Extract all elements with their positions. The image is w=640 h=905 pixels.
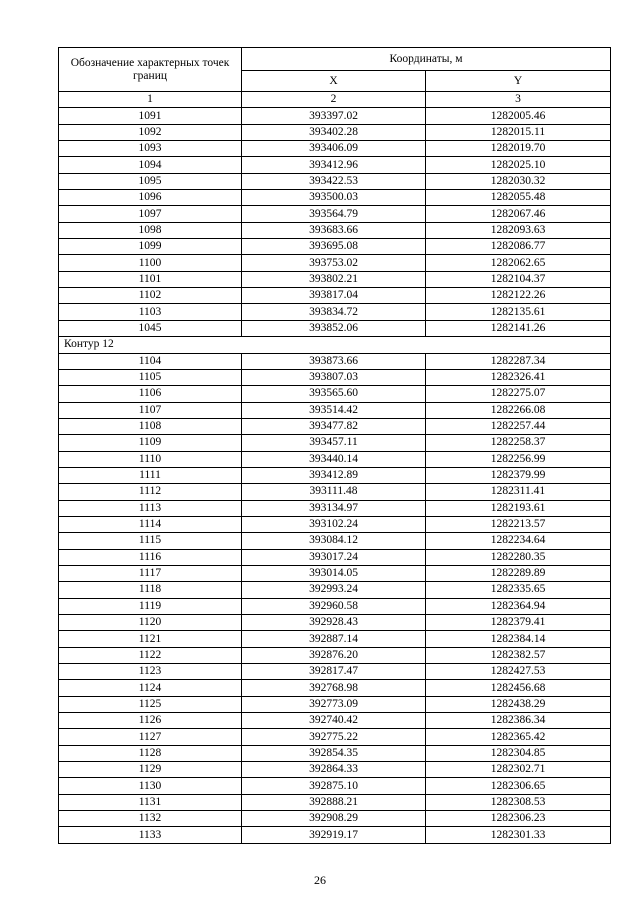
- y-cell: 1282025.10: [426, 157, 611, 173]
- point-cell: 1120: [59, 615, 242, 631]
- x-cell: 393017.24: [242, 549, 426, 565]
- x-cell: 393111.48: [242, 484, 426, 500]
- point-cell: 1094: [59, 157, 242, 173]
- x-cell: 392775.22: [242, 729, 426, 745]
- x-cell: 392854.35: [242, 745, 426, 761]
- table-row: [59, 304, 611, 320]
- table-row: [59, 500, 611, 516]
- table-header: [59, 48, 611, 108]
- point-cell: 1093: [59, 141, 242, 157]
- y-cell: 1282141.26: [426, 320, 611, 336]
- table-row: [59, 664, 611, 680]
- table-row: [59, 778, 611, 794]
- table-row: [59, 288, 611, 304]
- x-cell: 393412.96: [242, 157, 426, 173]
- x-cell: 393014.05: [242, 565, 426, 581]
- y-cell: 1282326.41: [426, 369, 611, 385]
- y-cell: 1282379.41: [426, 615, 611, 631]
- x-cell: 393817.04: [242, 288, 426, 304]
- point-cell: 1091: [59, 108, 242, 124]
- y-cell: 1282067.46: [426, 206, 611, 222]
- y-cell: 1282256.99: [426, 451, 611, 467]
- x-cell: 393852.06: [242, 320, 426, 336]
- x-cell: 393412.89: [242, 467, 426, 483]
- table-row: [59, 255, 611, 271]
- table-row: [59, 369, 611, 385]
- table-row: [59, 402, 611, 418]
- table-row: [59, 680, 611, 696]
- y-cell: 1282384.14: [426, 631, 611, 647]
- column-number-1: 1: [59, 92, 242, 108]
- y-cell: 1282019.70: [426, 141, 611, 157]
- x-cell: 392960.58: [242, 598, 426, 614]
- point-cell: 1114: [59, 516, 242, 532]
- x-cell: 393500.03: [242, 190, 426, 206]
- x-cell: 393683.66: [242, 222, 426, 238]
- table-row: [59, 157, 611, 173]
- table-row: [59, 631, 611, 647]
- x-cell: 393402.28: [242, 124, 426, 140]
- table-row: [59, 190, 611, 206]
- x-cell: 393753.02: [242, 255, 426, 271]
- table-row: [59, 729, 611, 745]
- contour-row: [59, 337, 611, 353]
- column-number-2: 2: [242, 92, 426, 108]
- x-cell: 392773.09: [242, 696, 426, 712]
- y-cell: 1282364.94: [426, 598, 611, 614]
- point-cell: 1104: [59, 353, 242, 369]
- x-cell: 393695.08: [242, 239, 426, 255]
- x-cell: 392876.20: [242, 647, 426, 663]
- point-cell: 1108: [59, 418, 242, 434]
- header-points: Обозначение характерных точек границ: [59, 48, 242, 92]
- header-x: X: [242, 71, 426, 92]
- point-cell: 1111: [59, 467, 242, 483]
- table-row: [59, 435, 611, 451]
- y-cell: 1282335.65: [426, 582, 611, 598]
- point-cell: 1130: [59, 778, 242, 794]
- column-number-3: 3: [426, 92, 611, 108]
- point-cell: 1101: [59, 271, 242, 287]
- y-cell: 1282306.23: [426, 811, 611, 827]
- x-cell: 393807.03: [242, 369, 426, 385]
- table-row: [59, 565, 611, 581]
- table-row: [59, 549, 611, 565]
- point-cell: 1110: [59, 451, 242, 467]
- y-cell: 1282030.32: [426, 173, 611, 189]
- x-cell: 392888.21: [242, 794, 426, 810]
- x-cell: 392768.98: [242, 680, 426, 696]
- point-cell: 1115: [59, 533, 242, 549]
- point-cell: 1129: [59, 762, 242, 778]
- y-cell: 1282311.41: [426, 484, 611, 500]
- x-cell: 392817.47: [242, 664, 426, 680]
- table-row: [59, 484, 611, 500]
- y-cell: 1282258.37: [426, 435, 611, 451]
- point-cell: 1102: [59, 288, 242, 304]
- point-cell: 1126: [59, 713, 242, 729]
- y-cell: 1282365.42: [426, 729, 611, 745]
- table-row: [59, 615, 611, 631]
- y-cell: 1282086.77: [426, 239, 611, 255]
- x-cell: 393873.66: [242, 353, 426, 369]
- table-row: [59, 533, 611, 549]
- x-cell: 393565.60: [242, 386, 426, 402]
- table-row: [59, 467, 611, 483]
- y-cell: 1282135.61: [426, 304, 611, 320]
- y-cell: 1282093.63: [426, 222, 611, 238]
- point-cell: 1107: [59, 402, 242, 418]
- table-row: [59, 141, 611, 157]
- table-row: [59, 386, 611, 402]
- x-cell: 392919.17: [242, 827, 426, 843]
- x-cell: 392864.33: [242, 762, 426, 778]
- y-cell: 1282382.57: [426, 647, 611, 663]
- table-row: [59, 745, 611, 761]
- y-cell: 1282275.07: [426, 386, 611, 402]
- y-cell: 1282456.68: [426, 680, 611, 696]
- x-cell: 392993.24: [242, 582, 426, 598]
- y-cell: 1282379.99: [426, 467, 611, 483]
- table-row: [59, 811, 611, 827]
- x-cell: 393102.24: [242, 516, 426, 532]
- point-cell: 1123: [59, 664, 242, 680]
- x-cell: 393834.72: [242, 304, 426, 320]
- point-cell: 1127: [59, 729, 242, 745]
- x-cell: 392928.43: [242, 615, 426, 631]
- table-row: [59, 827, 611, 843]
- x-cell: 393084.12: [242, 533, 426, 549]
- y-cell: 1282287.34: [426, 353, 611, 369]
- x-cell: 393514.42: [242, 402, 426, 418]
- point-cell: 1116: [59, 549, 242, 565]
- x-cell: 393477.82: [242, 418, 426, 434]
- table-row: [59, 451, 611, 467]
- point-cell: 1117: [59, 565, 242, 581]
- point-cell: 1106: [59, 386, 242, 402]
- x-cell: 393406.09: [242, 141, 426, 157]
- table-row: [59, 206, 611, 222]
- contour-label: Контур 12: [59, 337, 611, 353]
- y-cell: 1282122.26: [426, 288, 611, 304]
- x-cell: 392908.29: [242, 811, 426, 827]
- point-cell: 1132: [59, 811, 242, 827]
- x-cell: 393564.79: [242, 206, 426, 222]
- table-row: [59, 696, 611, 712]
- y-cell: 1282104.37: [426, 271, 611, 287]
- y-cell: 1282302.71: [426, 762, 611, 778]
- table-row: [59, 516, 611, 532]
- x-cell: 393440.14: [242, 451, 426, 467]
- point-cell: 1121: [59, 631, 242, 647]
- point-cell: 1122: [59, 647, 242, 663]
- point-cell: 1128: [59, 745, 242, 761]
- y-cell: 1282234.64: [426, 533, 611, 549]
- table-row: [59, 762, 611, 778]
- point-cell: 1045: [59, 320, 242, 336]
- point-cell: 1131: [59, 794, 242, 810]
- point-cell: 1098: [59, 222, 242, 238]
- y-cell: 1282213.57: [426, 516, 611, 532]
- y-cell: 1282304.85: [426, 745, 611, 761]
- point-cell: 1125: [59, 696, 242, 712]
- y-cell: 1282055.48: [426, 190, 611, 206]
- point-cell: 1133: [59, 827, 242, 843]
- y-cell: 1282266.08: [426, 402, 611, 418]
- x-cell: 392875.10: [242, 778, 426, 794]
- point-cell: 1097: [59, 206, 242, 222]
- point-cell: 1103: [59, 304, 242, 320]
- y-cell: 1282257.44: [426, 418, 611, 434]
- x-cell: 393134.97: [242, 500, 426, 516]
- point-cell: 1095: [59, 173, 242, 189]
- y-cell: 1282306.65: [426, 778, 611, 794]
- y-cell: 1282015.11: [426, 124, 611, 140]
- table-row: [59, 108, 611, 124]
- x-cell: 393397.02: [242, 108, 426, 124]
- table-row: [59, 320, 611, 336]
- point-cell: 1096: [59, 190, 242, 206]
- y-cell: 1282289.89: [426, 565, 611, 581]
- header-y: Y: [426, 71, 611, 92]
- y-cell: 1282193.61: [426, 500, 611, 516]
- table-row: [59, 598, 611, 614]
- table-body: [59, 108, 611, 843]
- table-row: [59, 271, 611, 287]
- table-row: [59, 713, 611, 729]
- page-number: 26: [314, 873, 326, 887]
- x-cell: 393802.21: [242, 271, 426, 287]
- y-cell: 1282427.53: [426, 664, 611, 680]
- x-cell: 392887.14: [242, 631, 426, 647]
- point-cell: 1119: [59, 598, 242, 614]
- point-cell: 1118: [59, 582, 242, 598]
- table-row: [59, 222, 611, 238]
- header-coordinates: Координаты, м: [242, 48, 611, 71]
- point-cell: 1113: [59, 500, 242, 516]
- y-cell: 1282005.46: [426, 108, 611, 124]
- table-row: [59, 418, 611, 434]
- table-row: [59, 794, 611, 810]
- y-cell: 1282280.35: [426, 549, 611, 565]
- point-cell: 1092: [59, 124, 242, 140]
- point-cell: 1100: [59, 255, 242, 271]
- y-cell: 1282062.65: [426, 255, 611, 271]
- table-row: [59, 124, 611, 140]
- y-cell: 1282386.34: [426, 713, 611, 729]
- point-cell: 1105: [59, 369, 242, 385]
- point-cell: 1124: [59, 680, 242, 696]
- table-row: [59, 582, 611, 598]
- y-cell: 1282308.53: [426, 794, 611, 810]
- point-cell: 1099: [59, 239, 242, 255]
- point-cell: 1109: [59, 435, 242, 451]
- x-cell: 392740.42: [242, 713, 426, 729]
- table-row: [59, 647, 611, 663]
- table-row: [59, 353, 611, 369]
- coordinates-table: [58, 47, 611, 844]
- x-cell: 393457.11: [242, 435, 426, 451]
- point-cell: 1112: [59, 484, 242, 500]
- y-cell: 1282301.33: [426, 827, 611, 843]
- y-cell: 1282438.29: [426, 696, 611, 712]
- x-cell: 393422.53: [242, 173, 426, 189]
- table-row: [59, 173, 611, 189]
- table-row: [59, 239, 611, 255]
